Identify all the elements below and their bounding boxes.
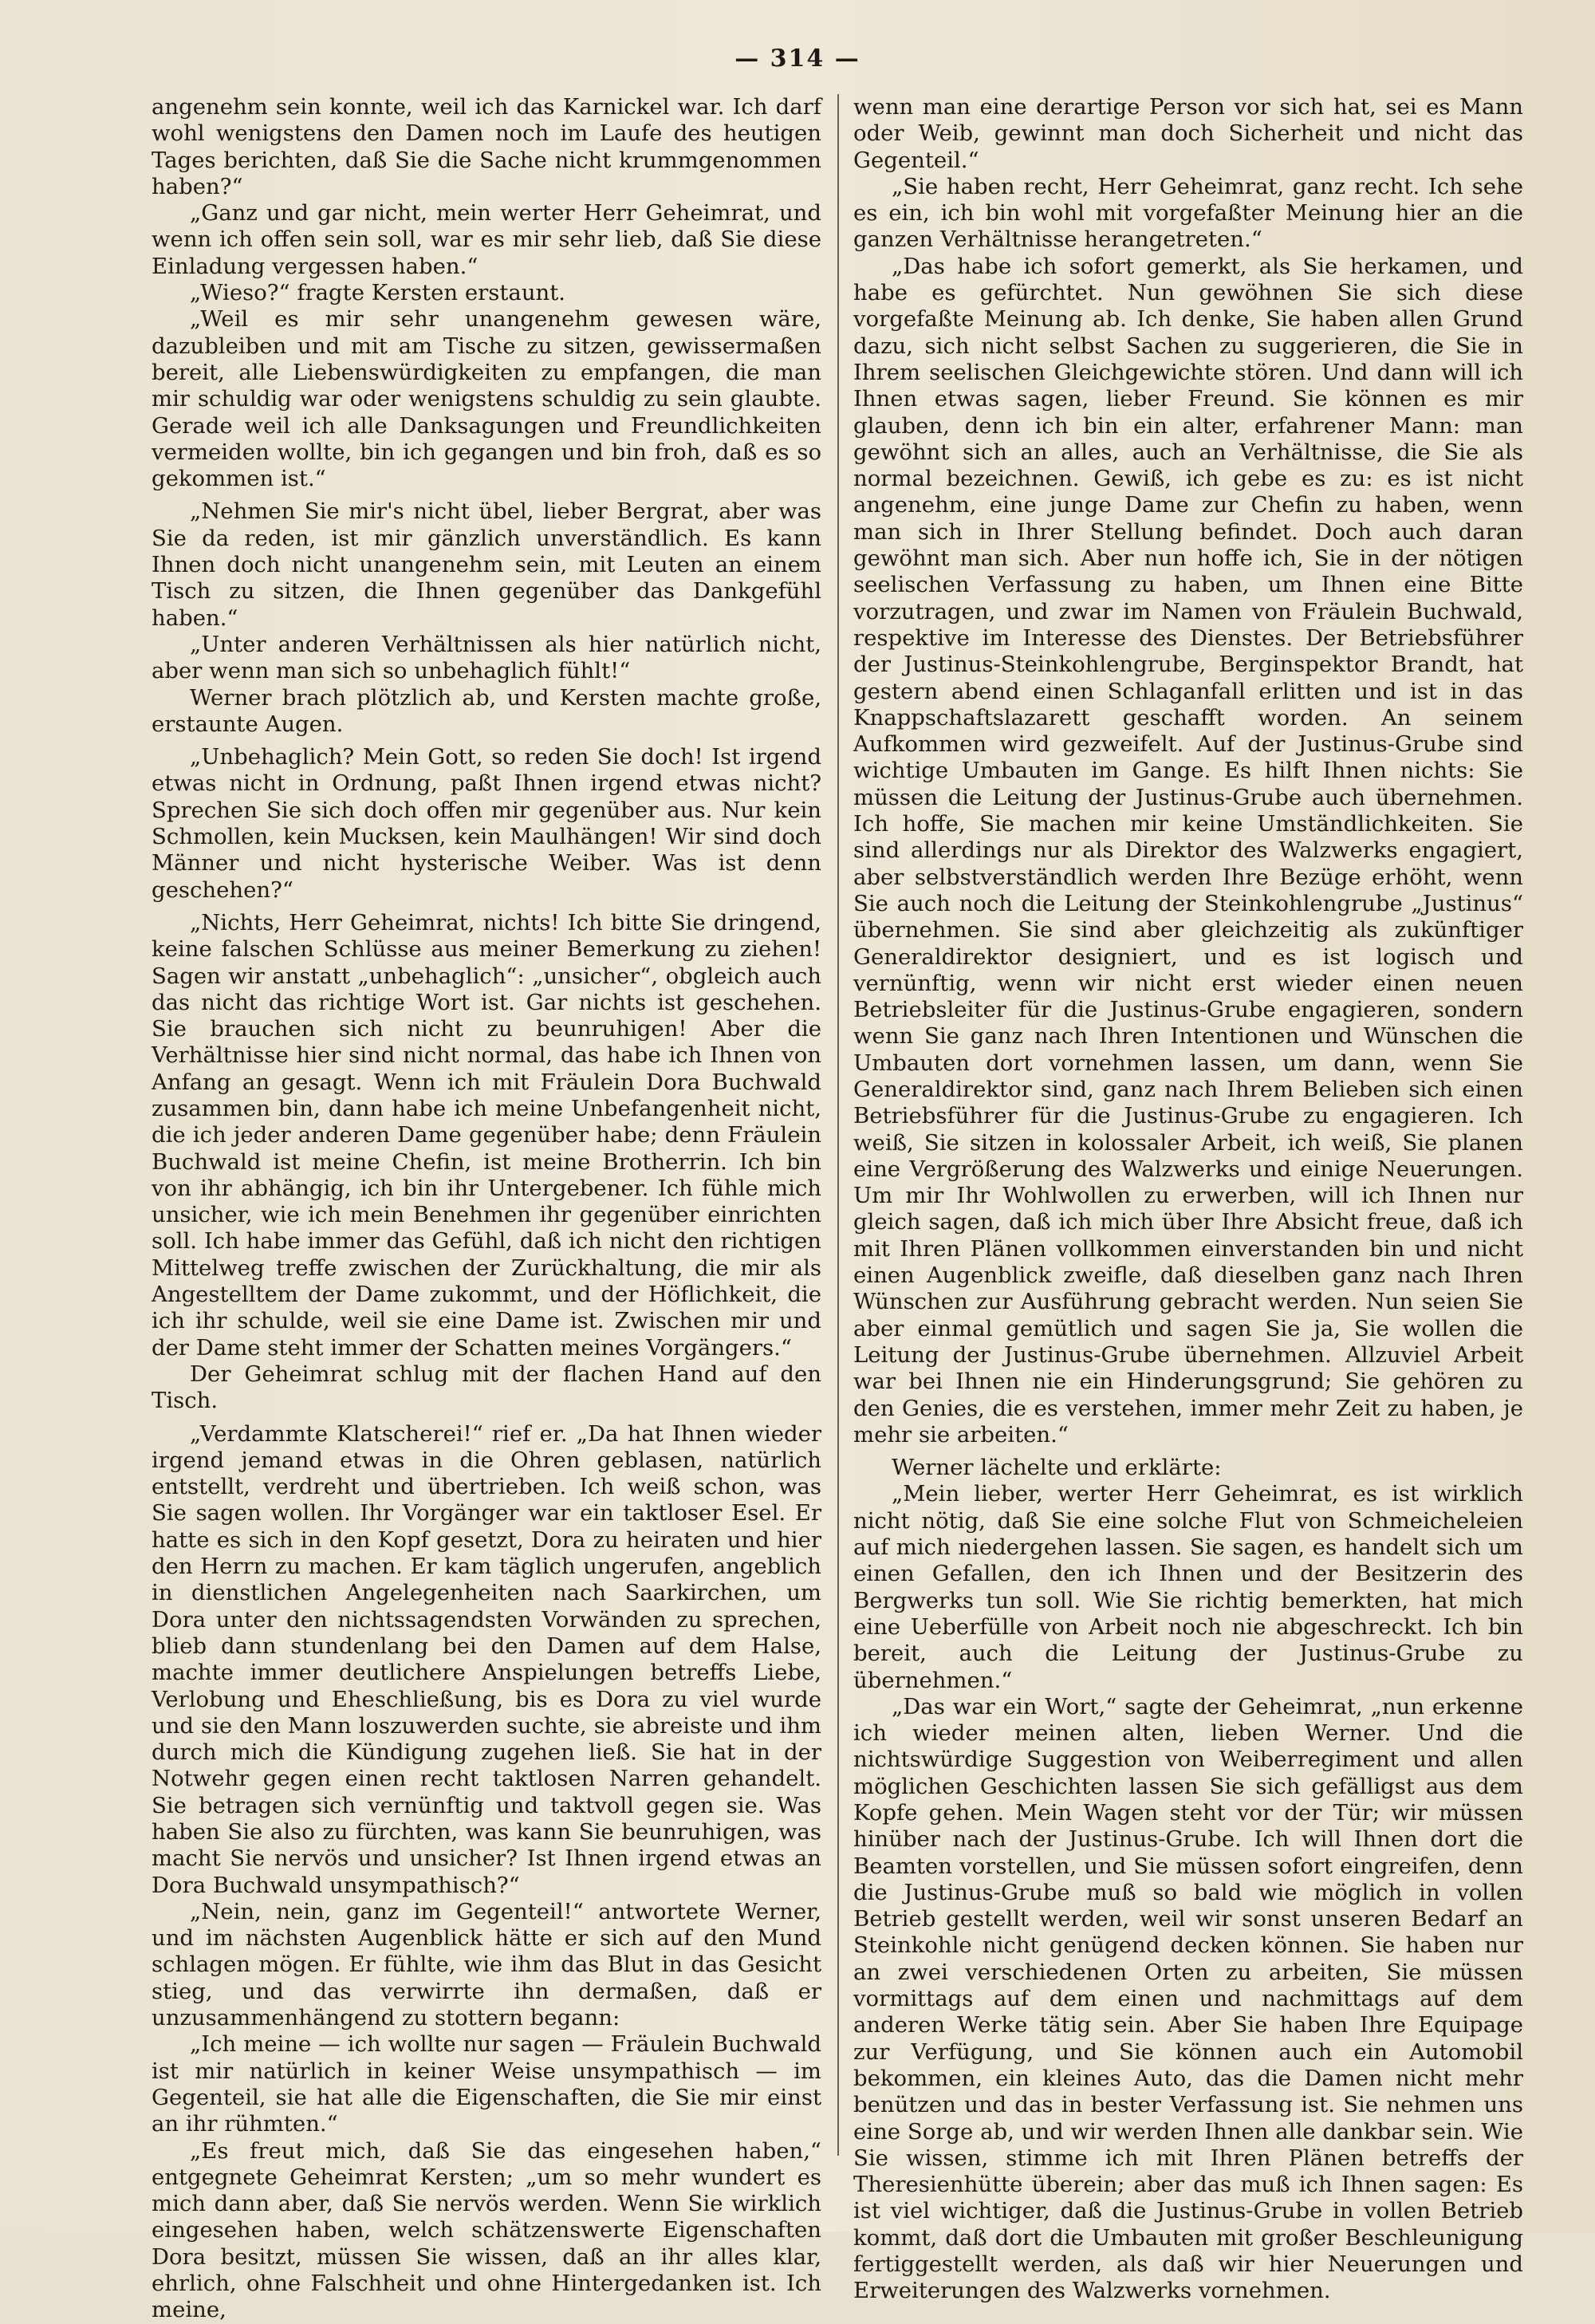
paragraph: angenehm sein konnte, weil ich das Karnickel war. Ich darf wohl wenigstens den Damen noch im Laufe des heutigen Tages berichten, daß Sie die Sache nicht krummgenommen haben?“: [152, 94, 821, 199]
paragraph: „Nichts, Herr Geheimrat, nichts! Ich bitte Sie dringend, keine falschen Schlüsse aus meiner Bemerkung zu ziehen! Sagen wir anstatt „unbehaglich“: „unsicher“, obgleich auch das nicht das richtige Wort ist. Gar nichts ist geschehen. Sie brauchen sich nicht zu beunruhigen! Aber die Verhältnisse hier sind nicht normal, das habe ich Ihnen von Anfang an gesagt. Wenn ich mit Fräulein Dora Buchwald zusammen bin, dann habe ich meine Unbefangenheit nicht, die ich jeder anderen Dame gegenüber habe; denn Fräulein Buchwald ist meine Chefin, ist meine Brotherrin. Ich bin von ihr abhängig, ich bin ihr Untergebener. Ich fühle mich unsicher, wie ich mein Benehmen ihr gegenüber einrichten soll. Ich habe immer das Gefühl, daß ich nicht den richtigen Mittelweg treffe zwischen der Zurückhaltung, die mir als Angestelltem der Dame zukommt, und der Höflichkeit, die ich ihr schulde, weil sie eine Dame ist. Zwischen mir und der Dame steht immer der Schatten meines Vorgängers.“: [152, 909, 821, 1361]
paragraph: „Weil es mir sehr unangenehm gewesen wäre, dazubleiben und mit am Tische zu sitzen, gewissermaßen bereit, alle Liebenswürdigkeiten zu empfangen, die man mir schuldig war oder wenigstens schuldig zu sein glaubte. Gerade weil ich alle Danksagungen und Freundlichkeiten vermeiden wollte, bin ich gegangen und bin froh, daß es so gekommen ist.“: [152, 306, 821, 492]
paragraph: „Das habe ich sofort gemerkt, als Sie herkamen, und habe es gefürchtet. Nun gewöhnen Sie sich diese vorgefaßte Meinung ab. Ich denke, Sie haben allen Grund dazu, sich nicht selbst Sachen zu suggerieren, die Sie in Ihrem seelischen Gleichgewichte stören. Und dann will ich Ihnen etwas sagen, lieber Freund. Sie können es mir glauben, denn ich bin ein alter, erfahrener Mann: man gewöhnt sich an alles, auch an Verhältnisse, die Sie als normal bezeichnen. Gewiß, ich gebe es zu: es ist nicht angenehm, eine junge Dame zur Chefin zu haben, wenn man sich in Ihrer Stellung befindet. Doch auch daran gewöhnt man sich. Aber nun hoffe ich, Sie in der nötigen seelischen Verfassung zu haben, um Ihnen eine Bitte vorzutragen, und zwar im Namen von Fräulein Buchwald, respektive im Interesse des Dienstes. Der Betriebsführer der Justinus-Steinkohlengrube, Berginspektor Brandt, hat gestern abend einen Schlaganfall erlitten und ist in das Knappschaftslazarett geschafft worden. An seinem Aufkommen wird gezweifelt. Auf der Justinus-Grube sind wichtige Umbauten im Gange. Es hilft Ihnen nichts: Sie müssen die Leitung der Justinus-Grube auch übernehmen. Ich hoffe, Sie machen mir keine Umständlichkeiten. Sie sind allerdings nur als Direktor des Walzwerks engagiert, aber selbstverständlich werden Ihre Bezüge erhöht, wenn Sie auch noch die Leitung der Steinkohlengrube „Justinus“ übernehmen. Sie sind aber gleichzeitig als zukünftiger Generaldirektor designiert, und es ist logisch und vernünftig, wenn wir nicht erst wieder einen neuen Betriebsleiter für die Justinus-Grube engagieren, sondern wenn Sie ganz nach Ihren Intentionen und Wünschen die Umbauten dort vornehmen lassen, um dann, wenn Sie Generaldirektor sind, ganz nach Ihrem Belieben sich einen Betriebsführer für die Justinus-Grube zu engagieren. Ich weiß, Sie sitzen in kolossaler Arbeit, ich weiß, Sie planen eine Vergrößerung des Walzwerks und einige Neuerungen. Um mir Ihr Wohlwollen zu erwerben, will ich Ihnen nur gleich sagen, daß ich mich über Ihre Absicht freue, daß ich mit Ihren Plänen vollkommen einverstanden bin und nicht einen Augenblick zweifle, daß dieselben ganz nach Ihren Wünschen zur Ausführung gebracht werden. Nun seien Sie aber einmal gemütlich und sagen Sie ja, Sie wollen die Leitung der Justinus-Grube übernehmen. Allzuviel Arbeit war bei Ihnen nie ein Hinderungsgrund; Sie gehören zu den Genies, die es verstehen, immer mehr Zeit zu haben, je mehr sie arbeiten.“: [853, 253, 1523, 1448]
paragraph: „Sie haben recht, Herr Geheimrat, ganz recht. Ich sehe es ein, ich bin wohl mit vorgefaßter Meinung hier an die ganzen Verhältnisse herangetreten.“: [853, 173, 1523, 253]
paragraph: Werner lächelte und erklärte:: [892, 1455, 1222, 1481]
paragraph: „Wieso?“ fragte Kersten erstaunt.: [190, 280, 566, 306]
paragraph: Der Geheimrat schlug mit der flachen Hand auf den Tisch.: [152, 1361, 821, 1414]
right-column: [853, 94, 1523, 2305]
column-divider: [837, 94, 839, 2156]
paragraph: „Unter anderen Verhältnissen als hier natürlich nicht, aber wenn man sich so unbehaglich fühlt!“: [152, 631, 821, 684]
paragraph: Werner brach plötzlich ab, und Kersten machte große, erstaunte Augen.: [152, 684, 821, 737]
paragraph: „Es freut mich, daß Sie das eingesehen haben,“ entgegnete Geheimrat Kersten; „um so mehr wundert es mich dann aber, daß Sie nervös werden. Wenn Sie wirklich eingesehen haben, welch schätzenswerte Eigenschaften Dora besitzt, müssen Sie wissen, daß an ihr alles klar, ehrlich, ohne Falschheit und ohne Hintergedanken ist. Ich meine,: [152, 2137, 821, 2323]
paragraph: „Mein lieber, werter Herr Geheimrat, es ist wirklich nicht nötig, daß Sie eine solche Flut von Schmeicheleien auf mich niedergehen lassen. Sie sagen, es handelt sich um einen Gefallen, den ich Ihnen und der Besitzerin des Bergwerks tun soll. Wie Sie richtig bemerkten, hat mich eine Ueberfülle von Arbeit noch nie abgeschreckt. Ich bin bereit, auch die Leitung der Justinus-Grube zu übernehmen.“: [853, 1481, 1523, 1693]
paragraph: „Nein, nein, ganz im Gegenteil!“ antwortete Werner, und im nächsten Augenblick hätte er sich auf den Mund schlagen mögen. Er fühlte, wie ihm das Blut in das Gesicht stieg, und das verwirrte ihn dermaßen, daß er unzusammenhängend zu stottern begann:: [152, 1898, 821, 2031]
page-number: — 314 —: [734, 45, 861, 73]
left-column: [152, 94, 821, 2324]
paragraph: „Das war ein Wort,“ sagte der Geheimrat, „nun erkenne ich wieder meinen alten, lieben Werner. Und die nichtswürdige Suggestion von Weiberregiment und allen möglichen Geschichten lassen Sie sich gefälligst aus dem Kopfe gehen. Mein Wagen steht vor der Tür; wir müssen hinüber nach der Justinus-Grube. Ich will Ihnen dort die Beamten vorstellen, und Sie müssen sofort eingreifen, denn die Justinus-Grube muß so bald wie möglich in vollen Betrieb gestellt werden, weil wir sonst unseren Bedarf an Steinkohle nicht genügend decken können. Sie haben nur an zwei verschiedenen Orten zu arbeiten, Sie müssen vormittags auf dem einen und nachmittags auf dem anderen Werke tätig sein. Aber Sie haben Ihre Equipage zur Verfügung, und Sie können auch ein Automobil bekommen, ein kleines Auto, das die Damen nicht mehr benützen und das in bester Verfassung ist. Sie nehmen uns eine Sorge ab, und wir werden Ihnen alle dankbar sein. Wie Sie wissen, stimme ich mit Ihren Plänen betreffs der Theresienhütte überein; aber das muß ich Ihnen sagen: Es ist viel wichtiger, daß die Justinus-Grube in vollen Betrieb kommt, daß dort die Umbauten mit großer Beschleunigung fertiggestellt werden, als daß wir hier Neuerungen und Erweiterungen des Walzwerks vornehmen.: [853, 1693, 1523, 2304]
paragraph: „Verdammte Klatscherei!“ rief er. „Da hat Ihnen wieder irgend jemand etwas in die Ohren geblasen, natürlich entstellt, verdreht und übertrieben. Ich weiß schon, was Sie sagen wollen. Ihr Vorgänger war ein taktloser Esel. Er hatte es sich in den Kopf gesetzt, Dora zu heiraten und hier den Herrn zu machen. Er kam täglich ungerufen, angeblich in dienstlichen Angelegenheiten nach Saarkirchen, um Dora unter den nichtssagendsten Vorwänden zu sprechen, blieb dann stundenlang bei den Damen auf dem Halse, machte immer deutlichere Anspielungen betreffs Liebe, Verlobung und Eheschließung, bis es Dora zu viel wurde und sie den Mann loszuwerden suchte, sie abreiste und ihm durch mich die Kündigung zugehen ließ. Sie hat in der Notwehr gegen einen recht taktlosen Narren gehandelt. Sie betragen sich vernünftig und taktvoll gegen sie. Was haben Sie also zu fürchten, was kann Sie beunruhigen, was macht Sie nervös und unsicher? Ist Ihnen irgend etwas an Dora Buchwald unsympathisch?“: [152, 1420, 821, 1898]
paragraph: „Nehmen Sie mir's nicht übel, lieber Bergrat, aber was Sie da reden, ist mir gänzlich unverständlich. Es kann Ihnen doch nicht unangenehm sein, mit Leuten an einem Tisch zu sitzen, die Ihnen gegenüber das Dankgefühl haben.“: [152, 498, 821, 631]
paragraph: „Unbehaglich? Mein Gott, so reden Sie doch! Ist irgend etwas nicht in Ordnung, paßt Ihnen irgend etwas nicht? Sprechen Sie sich doch offen mir gegenüber aus. Nur kein Schmollen, kein Mucksen, kein Maulhängen! Wir sind doch Männer und nicht hysterische Weiber. Was ist denn geschehen?“: [152, 744, 821, 903]
paragraph: „Ganz und gar nicht, mein werter Herr Geheimrat, und wenn ich offen sein soll, war es mir sehr lieb, daß Sie diese Einladung vergessen haben.“: [152, 200, 821, 279]
paragraph: wenn man eine derartige Person vor sich hat, sei es Mann oder Weib, gewinnt man doch Sicherheit und nicht das Gegenteil.“: [853, 94, 1523, 173]
paragraph: „Ich meine — ich wollte nur sagen — Fräulein Buchwald ist mir natürlich in keiner Weise unsympathisch — im Gegenteil, sie hat alle die Eigenschaften, die Sie mir einst an ihr rühmten.“: [152, 2031, 821, 2137]
